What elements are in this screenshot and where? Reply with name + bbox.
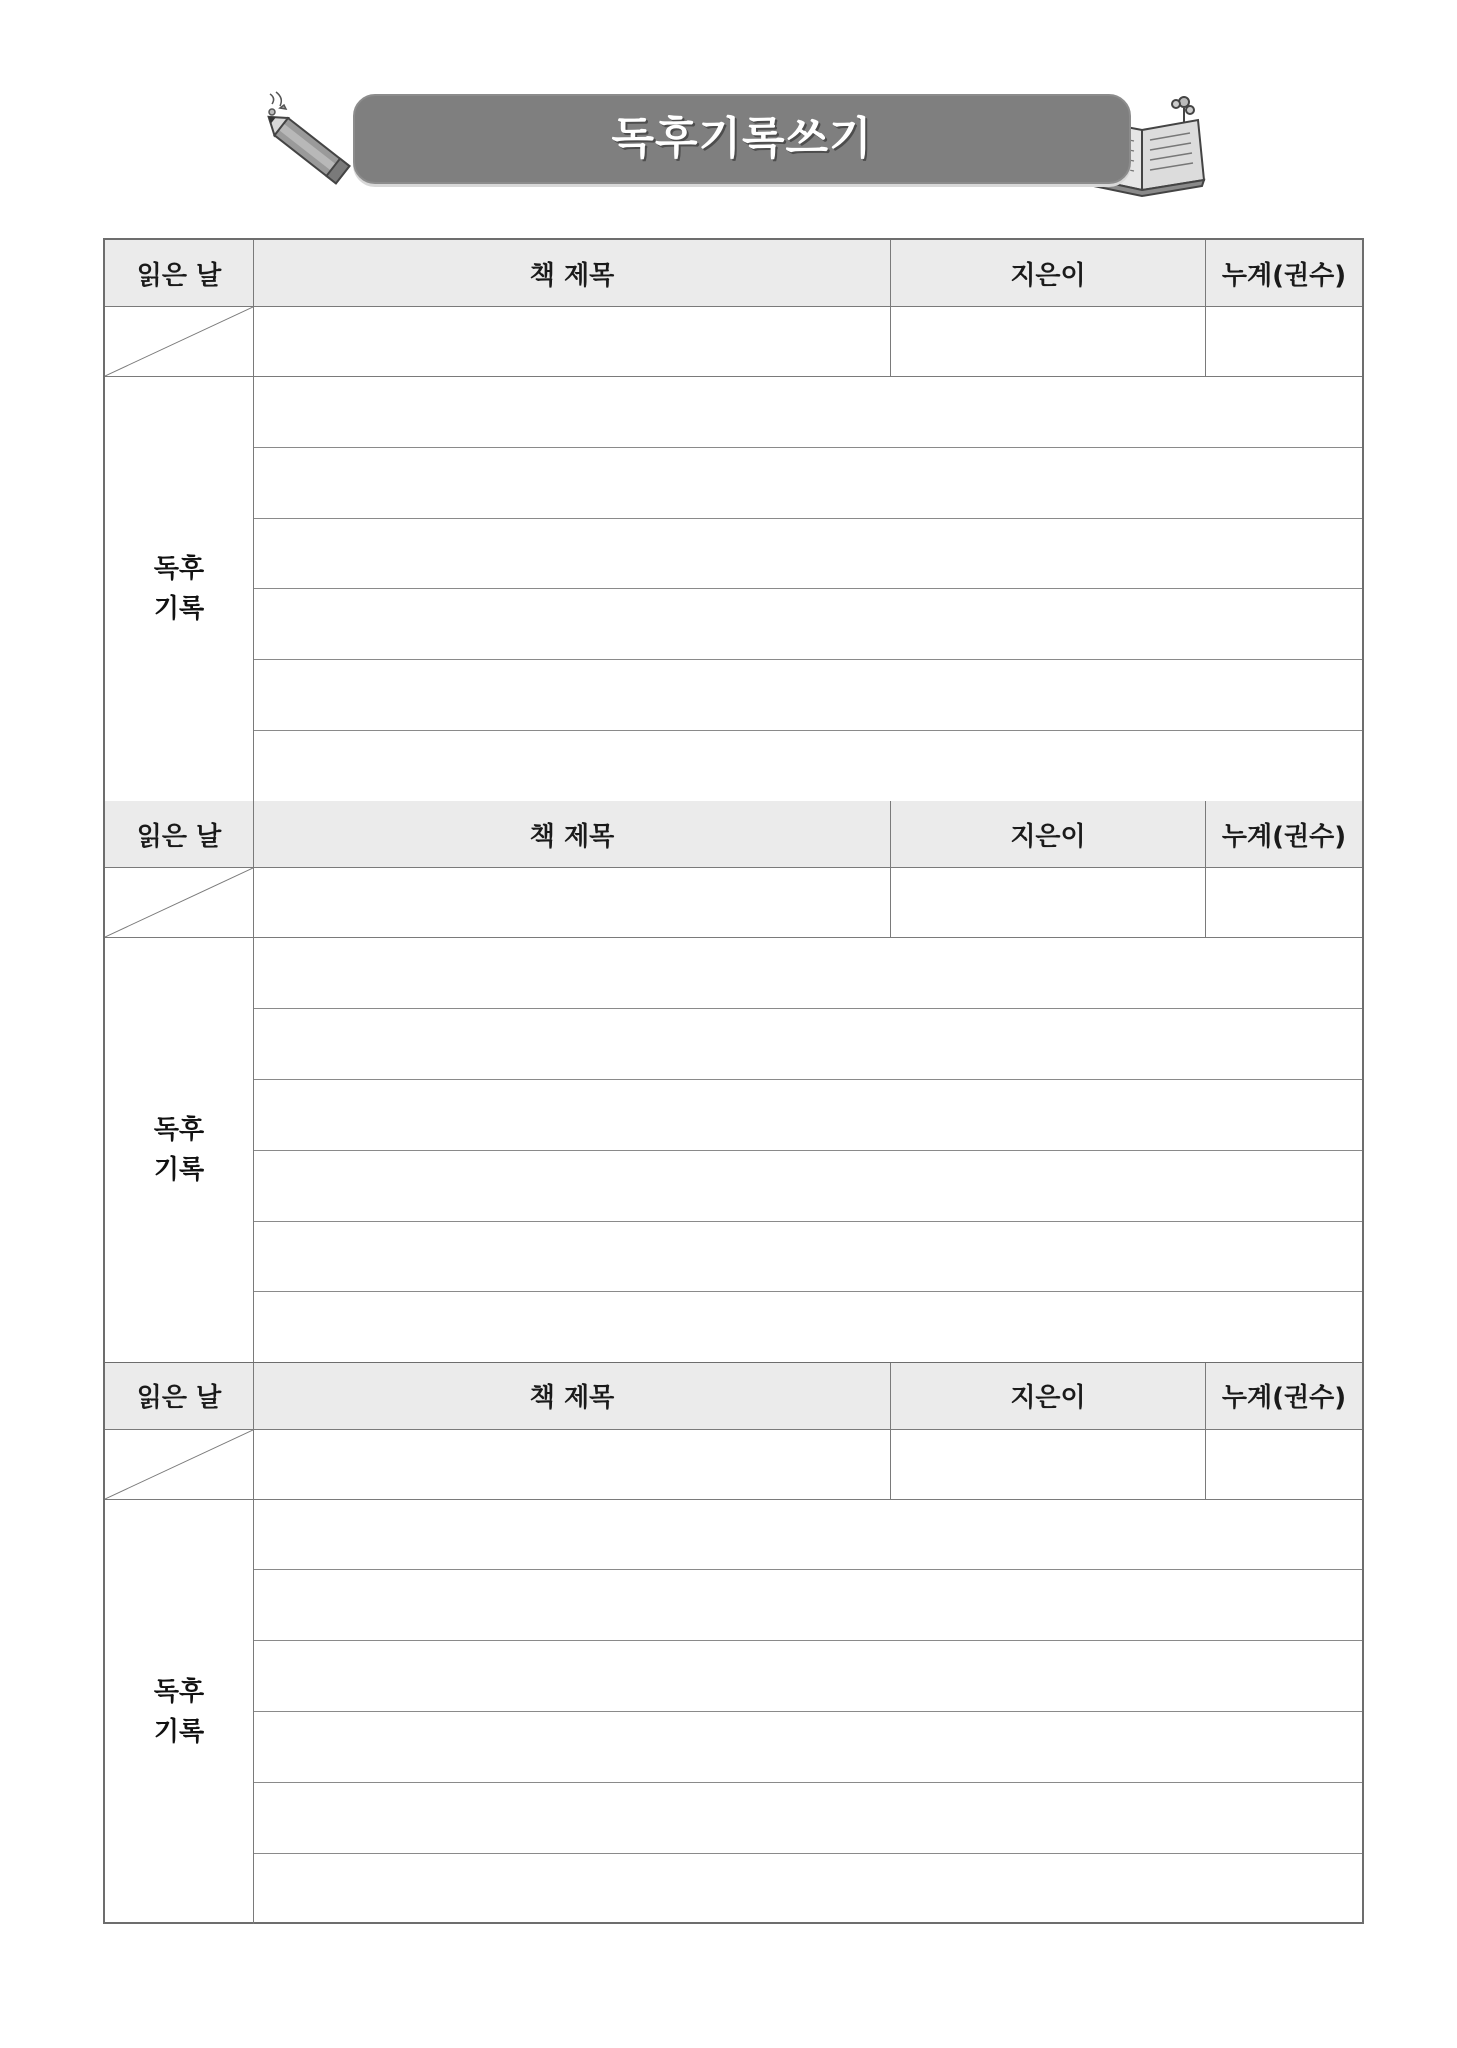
date-header-cell	[105, 240, 254, 306]
book-title-header: 책 제목	[529, 821, 615, 852]
cumulative-field[interactable]	[1206, 307, 1362, 376]
writing-line[interactable]	[254, 1712, 1362, 1783]
writing-line[interactable]	[254, 731, 1362, 801]
author-header: 지은이	[1010, 821, 1086, 852]
writing-line[interactable]	[254, 1500, 1362, 1571]
header-row	[105, 240, 1362, 307]
cumulative-header: 누계(권수)	[1221, 1383, 1347, 1414]
record-label: 독후 기록	[153, 1676, 205, 1747]
writing-line[interactable]	[254, 1080, 1362, 1151]
author-field[interactable]	[891, 1430, 1206, 1499]
book-title-field[interactable]	[254, 868, 891, 937]
book-title-field[interactable]	[254, 1430, 891, 1499]
reading-entry	[105, 801, 1362, 1362]
reading-entry	[105, 240, 1362, 801]
record-lines	[254, 938, 1362, 1362]
cumulative-field[interactable]	[1206, 868, 1362, 937]
date-divider-slash	[105, 868, 253, 937]
writing-line[interactable]	[254, 1222, 1362, 1293]
writing-line[interactable]	[254, 1009, 1362, 1080]
author-header-cell	[891, 1363, 1206, 1429]
writing-line[interactable]	[254, 1570, 1362, 1641]
cumulative-field[interactable]	[1206, 1430, 1362, 1499]
cumulative-header: 누계(권수)	[1221, 260, 1347, 291]
date-header: 읽은 날	[136, 260, 222, 291]
cumulative-header-cell	[1206, 1363, 1362, 1429]
date-field[interactable]	[105, 307, 254, 376]
writing-line[interactable]	[254, 938, 1362, 1009]
book-title-field[interactable]	[254, 307, 891, 376]
writing-line[interactable]	[254, 660, 1362, 731]
writing-line[interactable]	[254, 589, 1362, 660]
date-header: 읽은 날	[136, 1383, 222, 1414]
header-row	[105, 801, 1362, 868]
date-header-cell	[105, 801, 254, 867]
writing-line[interactable]	[254, 1292, 1362, 1362]
header-row	[105, 1363, 1362, 1430]
date-divider-slash	[105, 307, 253, 376]
record-section	[105, 938, 1362, 1364]
author-header: 지은이	[1010, 1383, 1086, 1414]
writing-line[interactable]	[254, 1783, 1362, 1854]
cumulative-header: 누계(권수)	[1221, 821, 1347, 852]
book-title-header-cell	[254, 801, 891, 867]
book-title-header-cell	[254, 240, 891, 306]
entry-fields-row	[105, 1430, 1362, 1500]
record-lines	[254, 377, 1362, 801]
author-field[interactable]	[891, 307, 1206, 376]
record-lines	[254, 1500, 1362, 1924]
writing-line[interactable]	[254, 377, 1362, 448]
date-header-cell	[105, 1363, 254, 1429]
record-section	[105, 377, 1362, 803]
book-title-header: 책 제목	[529, 260, 615, 291]
author-header-cell	[891, 240, 1206, 306]
author-field[interactable]	[891, 868, 1206, 937]
cumulative-header-cell	[1206, 801, 1362, 867]
record-label-cell	[105, 377, 254, 801]
book-title-header: 책 제목	[529, 1383, 615, 1414]
author-header: 지은이	[1010, 260, 1086, 291]
cumulative-header-cell	[1206, 240, 1362, 306]
book-title-header-cell	[254, 1363, 891, 1429]
entry-fields-row	[105, 307, 1362, 377]
writing-line[interactable]	[254, 1151, 1362, 1222]
writing-line[interactable]	[254, 1854, 1362, 1924]
date-header: 읽은 날	[136, 821, 222, 852]
entry-fields-row	[105, 868, 1362, 938]
writing-line[interactable]	[254, 1641, 1362, 1712]
reading-entry	[105, 1363, 1362, 1924]
author-header-cell	[891, 801, 1206, 867]
title-banner	[353, 94, 1131, 184]
record-label: 독후 기록	[153, 1115, 205, 1186]
record-label-cell	[105, 938, 254, 1362]
date-field[interactable]	[105, 1430, 254, 1499]
reading-log-table	[103, 238, 1364, 1924]
record-label: 독후 기록	[153, 554, 205, 624]
date-divider-slash	[105, 1430, 253, 1499]
record-section	[105, 1500, 1362, 1924]
date-field[interactable]	[105, 868, 254, 937]
writing-line[interactable]	[254, 519, 1362, 590]
page-title: 독후기록쓰기	[611, 113, 873, 164]
record-label-cell	[105, 1500, 254, 1924]
writing-line[interactable]	[254, 448, 1362, 519]
